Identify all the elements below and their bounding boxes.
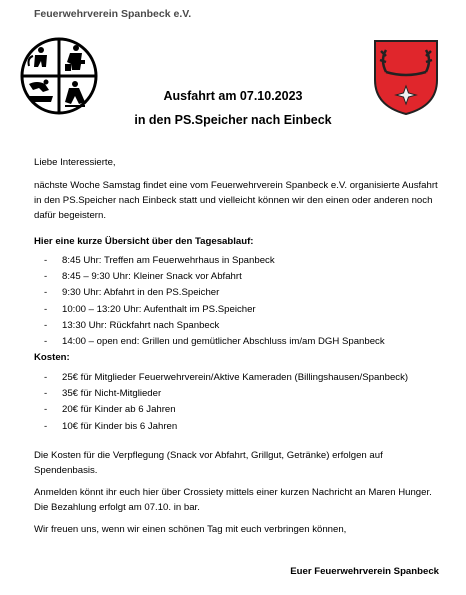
schedule-time: 14:00 – open end:: [62, 335, 140, 347]
schedule-list: [44, 253, 385, 350]
cost-item: [44, 370, 408, 386]
schedule-text: Grillen und gemütlicher Abschluss im/am DGH Spanbeck: [142, 335, 385, 347]
schedule-time: 9:30 Uhr:: [62, 287, 102, 299]
list-marker: -: [44, 388, 48, 400]
schedule-time: 8:45 Uhr:: [62, 255, 102, 266]
registration-paragraph: Anmelden könnt ihr euch hier über Crossiety mittels einer kurzen Nachricht an Maren Hunger. Die Bezahlung erfolgt am 07.10. in bar.: [34, 487, 432, 513]
spanbeck-coat-of-arms-icon: [372, 38, 440, 116]
list-marker: -: [44, 303, 48, 315]
schedule-text: Abfahrt in den PS.Speicher: [103, 287, 220, 299]
title-line-1: Ausfahrt am 07.10.2023: [163, 89, 303, 103]
list-marker: -: [44, 404, 48, 416]
cost-text: 10€ für Kinder bis 6 Jahren: [62, 420, 178, 432]
cost-text: 20€ für Kinder ab 6 Jahren: [62, 404, 176, 416]
list-marker: -: [44, 372, 48, 383]
cost-item: [44, 386, 408, 402]
list-marker: -: [44, 271, 48, 283]
title-line-2: in den PS.Speicher nach Einbeck: [134, 113, 332, 127]
schedule-time: 13:30 Uhr:: [62, 319, 107, 331]
cost-item: [44, 402, 408, 418]
cost-text: 35€ für Nicht-Mitglieder: [62, 388, 162, 400]
schedule-text: Kleiner Snack vor Abfahrt: [133, 271, 242, 283]
list-marker: -: [44, 420, 48, 432]
organization-name: Feuerwehrverein Spanbeck e.V.: [34, 8, 192, 20]
greeting: Liebe Interessierte,: [34, 157, 116, 168]
costs-list: [44, 370, 408, 435]
list-marker: -: [44, 287, 48, 299]
schedule-time: 10:00 – 13:20 Uhr:: [62, 303, 142, 315]
schedule-item: [44, 318, 385, 334]
schedule-heading: Hier eine kurze Übersicht über den Tagesablauf:: [34, 236, 254, 247]
schedule-text: Rückfahrt nach Spanbeck: [109, 319, 220, 331]
schedule-text: Treffen am Feuerwehrhaus in Spanbeck: [103, 255, 275, 266]
schedule-item: [44, 302, 385, 318]
list-marker: -: [44, 335, 48, 347]
list-marker: -: [44, 255, 48, 266]
schedule-time: 8:45 – 9:30 Uhr:: [62, 271, 131, 283]
intro-paragraph: nächste Woche Samstag findet eine vom Feuerwehrverein Spanbeck e.V. organisierte Ausfahrt in den PS.Speicher nach Einbeck statt und vielleicht können wir den einen oder anderen noch dafür begeistern.: [34, 180, 438, 221]
cost-item: [44, 419, 408, 435]
signature: Euer Feuerwehrverein Spanbeck: [290, 566, 439, 577]
fire-brigade-emblem-icon: [19, 36, 99, 116]
closing-line: Wir freuen uns, wenn wir einen schönen Tag mit euch verbringen können,: [34, 524, 347, 535]
schedule-item: [44, 253, 385, 269]
costs-note: Die Kosten für die Verpflegung (Snack vor Abfahrt, Grillgut, Getränke) erfolgen auf Spendenbasis.: [34, 450, 383, 476]
costs-heading: Kosten:: [34, 352, 70, 363]
schedule-item: [44, 269, 385, 285]
schedule-text: Aufenthalt im PS.Speicher: [143, 303, 256, 315]
schedule-item: [44, 334, 385, 350]
cost-text: 25€ für Mitglieder Feuerwehrverein/Aktive Kameraden (Billingshausen/Spanbeck): [62, 372, 409, 383]
schedule-item: [44, 285, 385, 301]
list-marker: -: [44, 319, 48, 331]
